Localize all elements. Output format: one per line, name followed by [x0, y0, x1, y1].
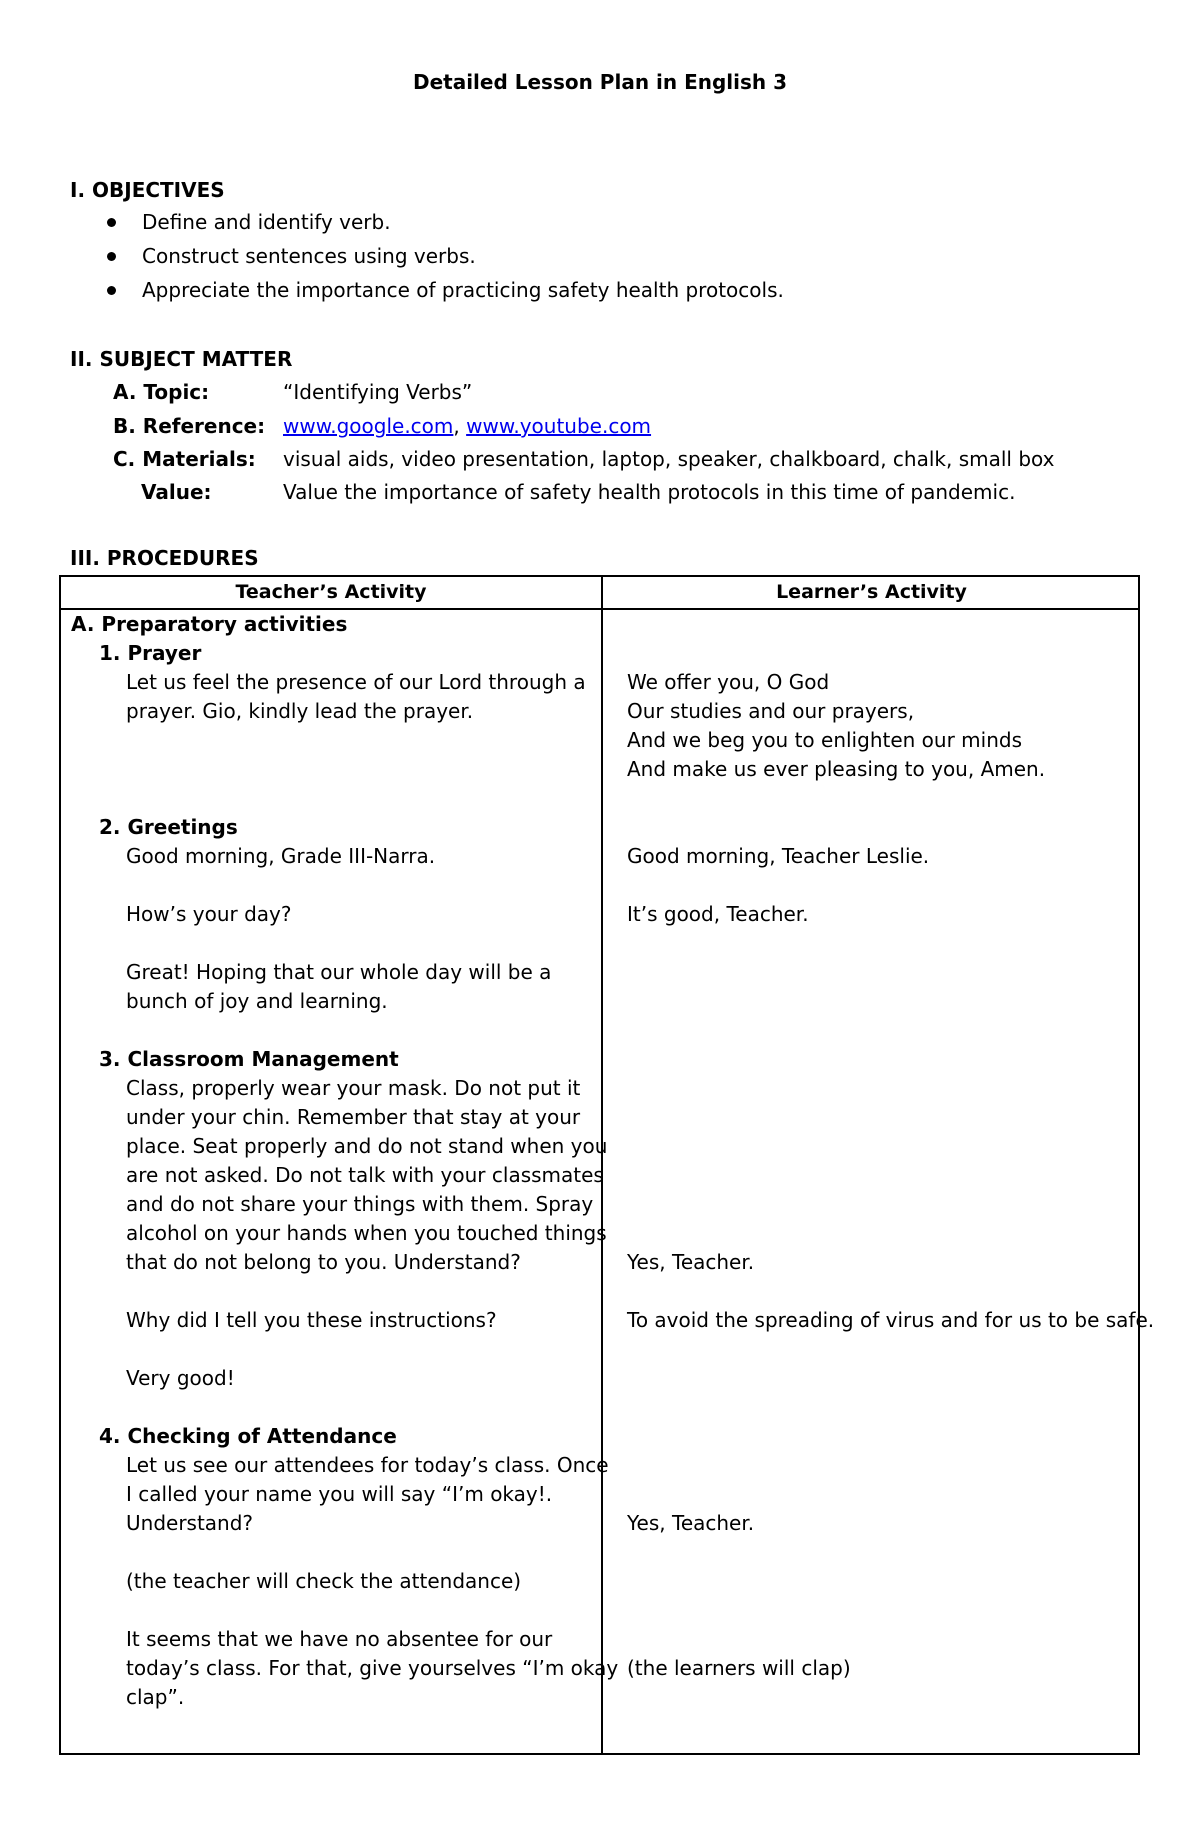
prayer-teacher-line: prayer. Gio, kindly lead the prayer.	[126, 699, 474, 723]
attendance-teacher-line: clap”.	[126, 1685, 185, 1709]
greetings-learner-line: Good morning, Teacher Leslie.	[627, 844, 930, 868]
classroom-teacher-line: Class, properly wear your mask. Do not put it	[126, 1076, 581, 1100]
classroom-teacher-line: are not asked. Do not talk with your classmates	[126, 1163, 604, 1187]
classroom-learner-line: To avoid the spreading of virus and for us to be safe.	[627, 1308, 1155, 1332]
topic-value: “Identifying Verbs”	[283, 380, 473, 404]
objective-item: Appreciate the importance of practicing safety health protocols.	[105, 273, 784, 307]
reference-value	[283, 410, 651, 443]
classroom-management-heading: 3. Classroom Management	[99, 1047, 399, 1071]
prayer-learner-line: And make us ever pleasing to you, Amen.	[627, 757, 1046, 781]
prayer-learner-line: And we beg you to enlighten our minds	[627, 728, 1022, 752]
classroom-teacher-line: alcohol on your hands when you touched things	[126, 1221, 607, 1245]
classroom-teacher-line: Why did I tell you these instructions?	[126, 1308, 497, 1332]
procedures-heading: III. PROCEDURES	[70, 546, 259, 570]
greetings-learner-line: It’s good, Teacher.	[627, 902, 809, 926]
classroom-teacher-line: Very good!	[126, 1366, 235, 1390]
attendance-learner-line: Yes, Teacher.	[627, 1511, 755, 1535]
attendance-teacher-line: (the teacher will check the attendance)	[126, 1569, 522, 1593]
attendance-teacher-line: I called your name you will say “I’m okay!.	[126, 1482, 553, 1506]
greetings-teacher-line: How’s your day?	[126, 902, 292, 926]
materials-label: C. Materials:	[113, 447, 256, 471]
classroom-teacher-line: under your chin. Remember that stay at your	[126, 1105, 581, 1129]
value-label: Value:	[141, 480, 212, 504]
attendance-teacher-line: Let us see our attendees for today’s class. Once	[126, 1453, 609, 1477]
attendance-teacher-line: Understand?	[126, 1511, 254, 1535]
attendance-learner-line: (the learners will clap)	[627, 1656, 851, 1680]
objectives-list	[105, 205, 784, 307]
reference-separator: ,	[453, 414, 460, 438]
value-row	[0, 476, 1200, 509]
procedures-table	[59, 575, 1155, 1755]
attendance-heading: 4. Checking of Attendance	[99, 1424, 397, 1448]
reference-row	[0, 410, 1200, 443]
value-value: Value the importance of safety health protocols in this time of pandemic.	[283, 480, 1016, 504]
greetings-teacher-line: Good morning, Grade III-Narra.	[126, 844, 436, 868]
classroom-learner-line: Yes, Teacher.	[627, 1250, 755, 1274]
prayer-learner-line: Our studies and our prayers,	[627, 699, 915, 723]
learner-column-header: Learner’s Activity	[776, 581, 967, 603]
greetings-teacher-line: bunch of joy and learning.	[126, 989, 388, 1013]
youtube-link[interactable]: www.youtube.com	[466, 414, 652, 438]
objective-item: Construct sentences using verbs.	[105, 239, 784, 273]
topic-row	[0, 376, 1200, 409]
prayer-learner-line: We offer you, O God	[627, 670, 830, 694]
attendance-teacher-line: today’s class. For that, give yourselves “I’m okay	[126, 1656, 619, 1680]
teacher-column-header: Teacher’s Activity	[235, 581, 427, 603]
attendance-teacher-line: It seems that we have no absentee for our	[126, 1627, 553, 1651]
classroom-teacher-line: place. Seat properly and do not stand when you	[126, 1134, 608, 1158]
classroom-teacher-line: and do not share your things with them. Spray	[126, 1192, 594, 1216]
classroom-teacher-line: that do not belong to you. Understand?	[126, 1250, 521, 1274]
reference-label: B. Reference:	[113, 414, 266, 438]
prayer-heading: 1. Prayer	[99, 641, 202, 665]
objective-item: Define and identify verb.	[105, 205, 784, 239]
materials-row	[0, 443, 1200, 476]
materials-value: visual aids, video presentation, laptop, speaker, chalkboard, chalk, small box	[283, 447, 1055, 471]
subject-matter-heading: II. SUBJECT MATTER	[70, 347, 293, 371]
google-link[interactable]: www.google.com	[283, 414, 454, 438]
page-title: Detailed Lesson Plan in English 3	[412, 70, 788, 94]
objectives-heading: I. OBJECTIVES	[70, 178, 225, 202]
greetings-teacher-line: Great! Hoping that our whole day will be a	[126, 960, 552, 984]
greetings-heading: 2. Greetings	[99, 815, 238, 839]
header-divider	[61, 608, 1138, 610]
prayer-teacher-line: Let us feel the presence of our Lord through a	[126, 670, 586, 694]
topic-label: A. Topic:	[113, 380, 210, 404]
section-a-heading: A. Preparatory activities	[71, 612, 348, 636]
